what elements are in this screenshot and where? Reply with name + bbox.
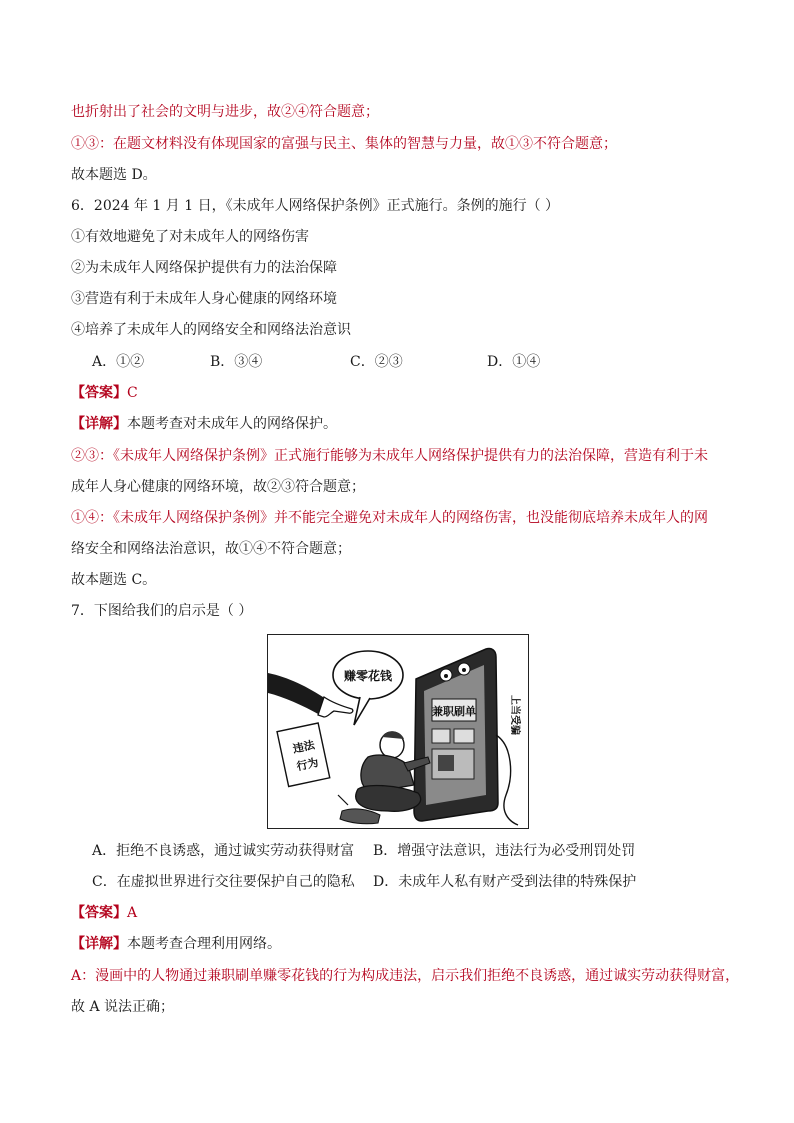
detail-text: 本题考查合理利用网络。 [127, 936, 281, 952]
question-7-stem: 7．下图给我们的启示是（ ） [71, 603, 253, 619]
detail-tag: 【详解】 [71, 416, 127, 432]
q7-option-b: B．增强守法意识，违法行为必受刑罚处罚 [373, 843, 636, 859]
screen-text: 兼职刷单 [432, 705, 476, 718]
q6-option-b: B．③④ [210, 354, 263, 370]
q6-explanation-4: 络安全和网络法治意识，故①④不符合题意； [71, 541, 351, 557]
sign-text-1: 违法 [291, 738, 316, 756]
q7-option-c: C．在虚拟世界进行交往要保护自己的隐私 [92, 874, 355, 890]
q6-statement-3: ③营造有利于未成年人身心健康的网络环境 [71, 291, 337, 307]
q6-conclusion: 故本题选 C。 [71, 572, 157, 588]
q7-option-d: D．未成年人私有财产受到法律的特殊保护 [373, 874, 637, 890]
q6-explanation-1: ②③：《未成年人网络保护条例》正式施行能够为未成年人网络保护提供有力的法治保障，营造有利于未 [71, 448, 708, 464]
question-6-stem: 6．2024 年 1 月 1 日，《未成年人网络保护条例》正式施行。条例的施行（ ） [71, 198, 560, 214]
q6-answer [71, 383, 138, 403]
q7-answer [71, 903, 137, 923]
q6-explanation-2: 成年人身心健康的网络环境，故②③符合题意； [71, 479, 365, 495]
answer-tag: 【答案】 [71, 905, 127, 921]
q6-option-a: A．①② [92, 354, 145, 370]
detail-tag: 【详解】 [71, 936, 127, 952]
explanation-line: 也折射出了社会的文明与进步，故②④符合题意； [71, 104, 379, 120]
q6-statement-2: ②为未成年人网络保护提供有力的法治保障 [71, 260, 337, 276]
q6-statement-1: ①有效地避免了对未成年人的网络伤害 [71, 229, 309, 245]
q7-explanation-2: 故 A 说法正确； [71, 999, 175, 1015]
q7-option-a: A．拒绝不良诱惑，通过诚实劳动获得财富 [92, 843, 355, 859]
q6-detail [71, 414, 337, 434]
q7-detail [71, 934, 281, 954]
conclusion-line: 故本题选 D。 [71, 167, 157, 183]
q6-option-d: D．①④ [487, 354, 541, 370]
answer-value: C [127, 385, 138, 401]
q6-statement-4: ④培养了未成年人的网络安全和网络法治意识 [71, 322, 351, 338]
q7-explanation-1: A：漫画中的人物通过兼职刷单赚零花钱的行为构成违法，启示我们拒绝不良诱惑，通过诚实劳动获得财富， [71, 968, 740, 984]
side-label: 上当受骗 [509, 695, 520, 735]
speech-bubble-text: 赚零花钱 [343, 669, 393, 683]
sign-text-2: 行为 [295, 755, 320, 774]
explanation-line: ①③：在题文材料没有体现国家的富强与民主、集体的智慧与力量，故①③不符合题意； [71, 136, 617, 152]
detail-text: 本题考查对未成年人的网络保护。 [127, 416, 337, 432]
cartoon-illustration [267, 634, 529, 829]
answer-tag: 【答案】 [71, 385, 127, 401]
cartoon-drawing [268, 635, 528, 828]
q6-option-c: C．②③ [350, 354, 403, 370]
q6-explanation-3: ①④：《未成年人网络保护条例》并不能完全避免对未成年人的网络伤害，也没能彻底培养未成年人的网 [71, 510, 708, 526]
answer-value: A [127, 905, 138, 921]
